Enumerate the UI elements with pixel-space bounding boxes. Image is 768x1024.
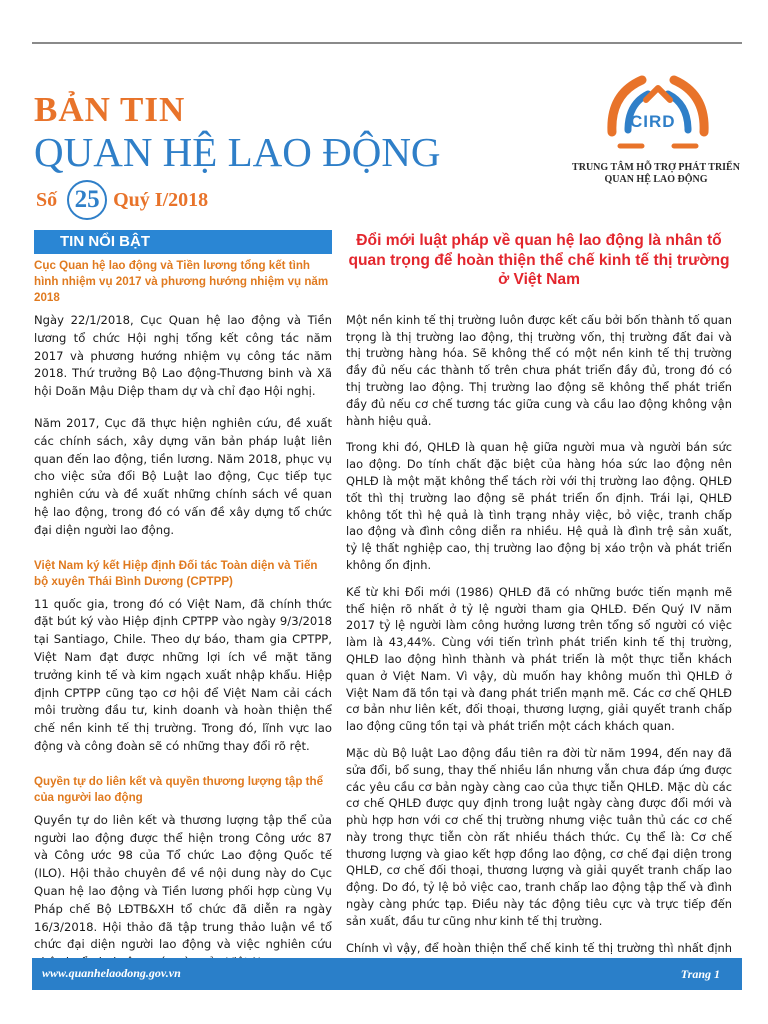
feature-title: Đổi mới luật pháp về quan hệ lao động là nhân tố quan trọng để hoàn thiện thể chế kinh tế thị trường ở Việt Nam [348, 232, 730, 289]
issue-label: Số [36, 188, 58, 211]
section-header-highlights: TIN NỔI BẬT [34, 230, 332, 254]
article-2-paragraph-1: 11 quốc gia, trong đó có Việt Nam, đã chính thức đặt bút ký vào Hiệp định CPTPP vào ngày 9/3/2018 tại Santiago, Chile. Theo dự báo, tham gia CPTPP, Việt Nam đạt được những lợi ích về mặt tăng trưởng kinh tế và kim ngạch xuất nhập khẩu. Hiệp định CPTPP cũng tạo cơ hội để Việt Nam cải cách môi trường đầu tư, kinh doanh và hoàn thiện thể chế nền kinh tế thị trường. Trong đó, lĩnh vực lao động và công đoàn sẽ có những thay đổi rõ rệt. [34, 596, 332, 753]
footer-page-number: Trang 1 [680, 967, 720, 981]
logo-caption-line1: TRUNG TÂM HỖ TRỢ PHÁT TRIỂN [572, 162, 740, 173]
feature-article [346, 231, 732, 983]
article-1-paragraph-2: Năm 2017, Cục đã thực hiện nghiên cứu, đề xuất các chính sách, xây dựng văn bản pháp luật liên quan đến lao động, tiền lương. Năm 2018, phục vụ cho việc sửa đổi Bộ Luật lao động, Cục tiếp tục nghiên cứu và đề xuất những chính sách về quan hệ lao động, trong đó có vấn đề xây dựng tổ chức đại diện người lao động. [34, 415, 332, 537]
masthead [34, 92, 441, 176]
feature-paragraph-4: Mặc dù Bộ luật Lao động đầu tiên ra đời từ năm 1994, đến nay đã sửa đổi, bổ sung, thay thế nhiều lần nhưng vẫn chưa đáp ứng được các yêu cầu cơ bản ngày càng cao của thực tiễn QHLĐ. Mặc dù các cơ chế QHLĐ được quy định trong luật ngày càng được đổi mới và phù hợp hơn với cơ chế thị trường nhưng việc tuân thủ các cơ chế này trong thực tiễn còn rất nhiều thách thức. Cụ thể là: Cơ chế thương lượng và giao kết hợp đồng lao động, cơ chế đại diện trong QHLĐ, cơ chế đối thoại, thương lượng và giải quyết tranh chấp lao động. Do đó, tỷ lệ bỏ việc cao, tranh chấp lao động tập thể và đình ngày càng phức tạp. Điều này tác động tiêu cực và trực tiếp đến sản xuất, đầu tư cũng như kinh tế thị trường. [346, 745, 732, 928]
article-2-title: Việt Nam ký kết Hiệp định Đối tác Toàn diện và Tiến bộ xuyên Thái Bình Dương (CPTPP) [34, 558, 318, 588]
issue-number-badge: 25 [67, 180, 107, 220]
logo-acronym: CIRD [630, 112, 676, 131]
article-3-title: Quyền tự do liên kết và quyền thương lượng tập thể của người lao động [34, 774, 324, 804]
footer-website-link[interactable]: www.quanhelaodong.gov.vn [42, 966, 181, 980]
logo-caption [566, 162, 746, 186]
feature-paragraph-5: Chính vì vậy, để hoàn thiện thể chế kinh tế thị trường thì nhất định [346, 940, 732, 955]
left-column [34, 258, 332, 972]
logo-caption-line2: QUAN HỆ LAO ĐỘNG [604, 174, 708, 185]
issue-quarter: Quý I/2018 [113, 188, 209, 211]
feature-body [346, 312, 732, 973]
masthead-title-line1: BẢN TIN [34, 90, 186, 129]
article-1-paragraph-1: Ngày 22/1/2018, Cục Quan hệ lao động và Tiền lương tổ chức Hội nghị tổng kết công tác năm 2017 và phương hướng nhiệm vụ công tác năm 2018. Thứ trưởng Bộ Lao động-Thương binh và Xã hội Doãn Mậu Diệp tham dự và chỉ đạo Hội nghị. [34, 313, 332, 399]
feature-paragraph-2: Trong khi đó, QHLĐ là quan hệ giữa người mua và người bán sức lao động. Do tính chất đặc biệt của hàng hóa sức lao động nên QHLĐ là một mặt không thể tách rời với thị trường lao động. QHLĐ tốt thì thị trường lao động sẽ phát triển ổn định. Trái lại, QHLĐ không tốt thì hệ quả là tình trạng nhảy việc, bỏ việc, tranh chấp lao động và đình công diễn ra nhiều. Hệ quả là đình trệ sản xuất, tỷ lệ thất nghiệp cao, thị trường lao động bị xáo trộn và phát triển không ổn định. [346, 440, 732, 572]
top-rule [32, 42, 742, 44]
article-1-title: Cục Quan hệ lao động và Tiền lương tổng kết tình hình nhiệm vụ 2017 và phương hướng nhiệm vụ năm 2018 [34, 259, 329, 304]
masthead-title-line2: QUAN HỆ LAO ĐỘNG [34, 129, 441, 175]
feature-paragraph-3: Kể từ khi Đổi mới (1986) QHLĐ đã có những bước tiến mạnh mẽ thể hiện rõ nhất ở tỷ lệ người tham gia QHLĐ. Đến Quý IV năm 2017 tỷ lệ người làm công hưởng lương trên tổng số người có việc làm là 43,44%. Cùng với tiến trình phát triển kinh tế thị trường, QHLĐ lao động hình thành và phát triển là một thực tiễn khách quan ở Việt Nam. Vì vậy, dù muốn hay không muốn thì QHLĐ ở Việt Nam đã tồn tại và đang phát triển mạnh mẽ. Các cơ chế QHLĐ cơ bản như liên kết, đối thoại, thương lượng, giải quyết tranh chấp lao động cũng tồn tại và phát triển một cách khách quan. [346, 584, 732, 734]
article-3-paragraph-1: Quyền tự do liên kết và thương lượng tập thể của người lao động được thể hiện trong Công ước 87 và Công ước 98 của Tổ chức Lao động Quốc tế (ILO). Hội thảo chuyên đề về nội dung này do Cục Quan hệ lao động và Tiền lương phối hợp cùng Vụ Pháp chế Bộ LĐTB&XH tổ chức đã diễn ra ngày 16/3/2018. Hội thảo đã tập trung thảo luận về tổ chức đại diện người lao động và việc nghiên cứu [34, 812, 332, 952]
feature-paragraph-1: Một nền kinh tế thị trường luôn được kết cấu bởi bốn thành tố quan trọng là thị trường lao động, thị trường vốn, thị trường đất đai và thị trường hàng hóa. Sẽ không thể có một nền kinh tế thị trường đầy đủ nếu các thành tố trên chưa phát triển đầy đủ, trong đó có thị trường lao động. Thị trường lao động sẽ không thể phát triển đầy đủ nếu cơ chế tương tác giữa cung và cầu lao động không vận hành hiệu quả. [346, 312, 732, 428]
issue-info [36, 180, 208, 220]
footer-bar [32, 958, 742, 990]
